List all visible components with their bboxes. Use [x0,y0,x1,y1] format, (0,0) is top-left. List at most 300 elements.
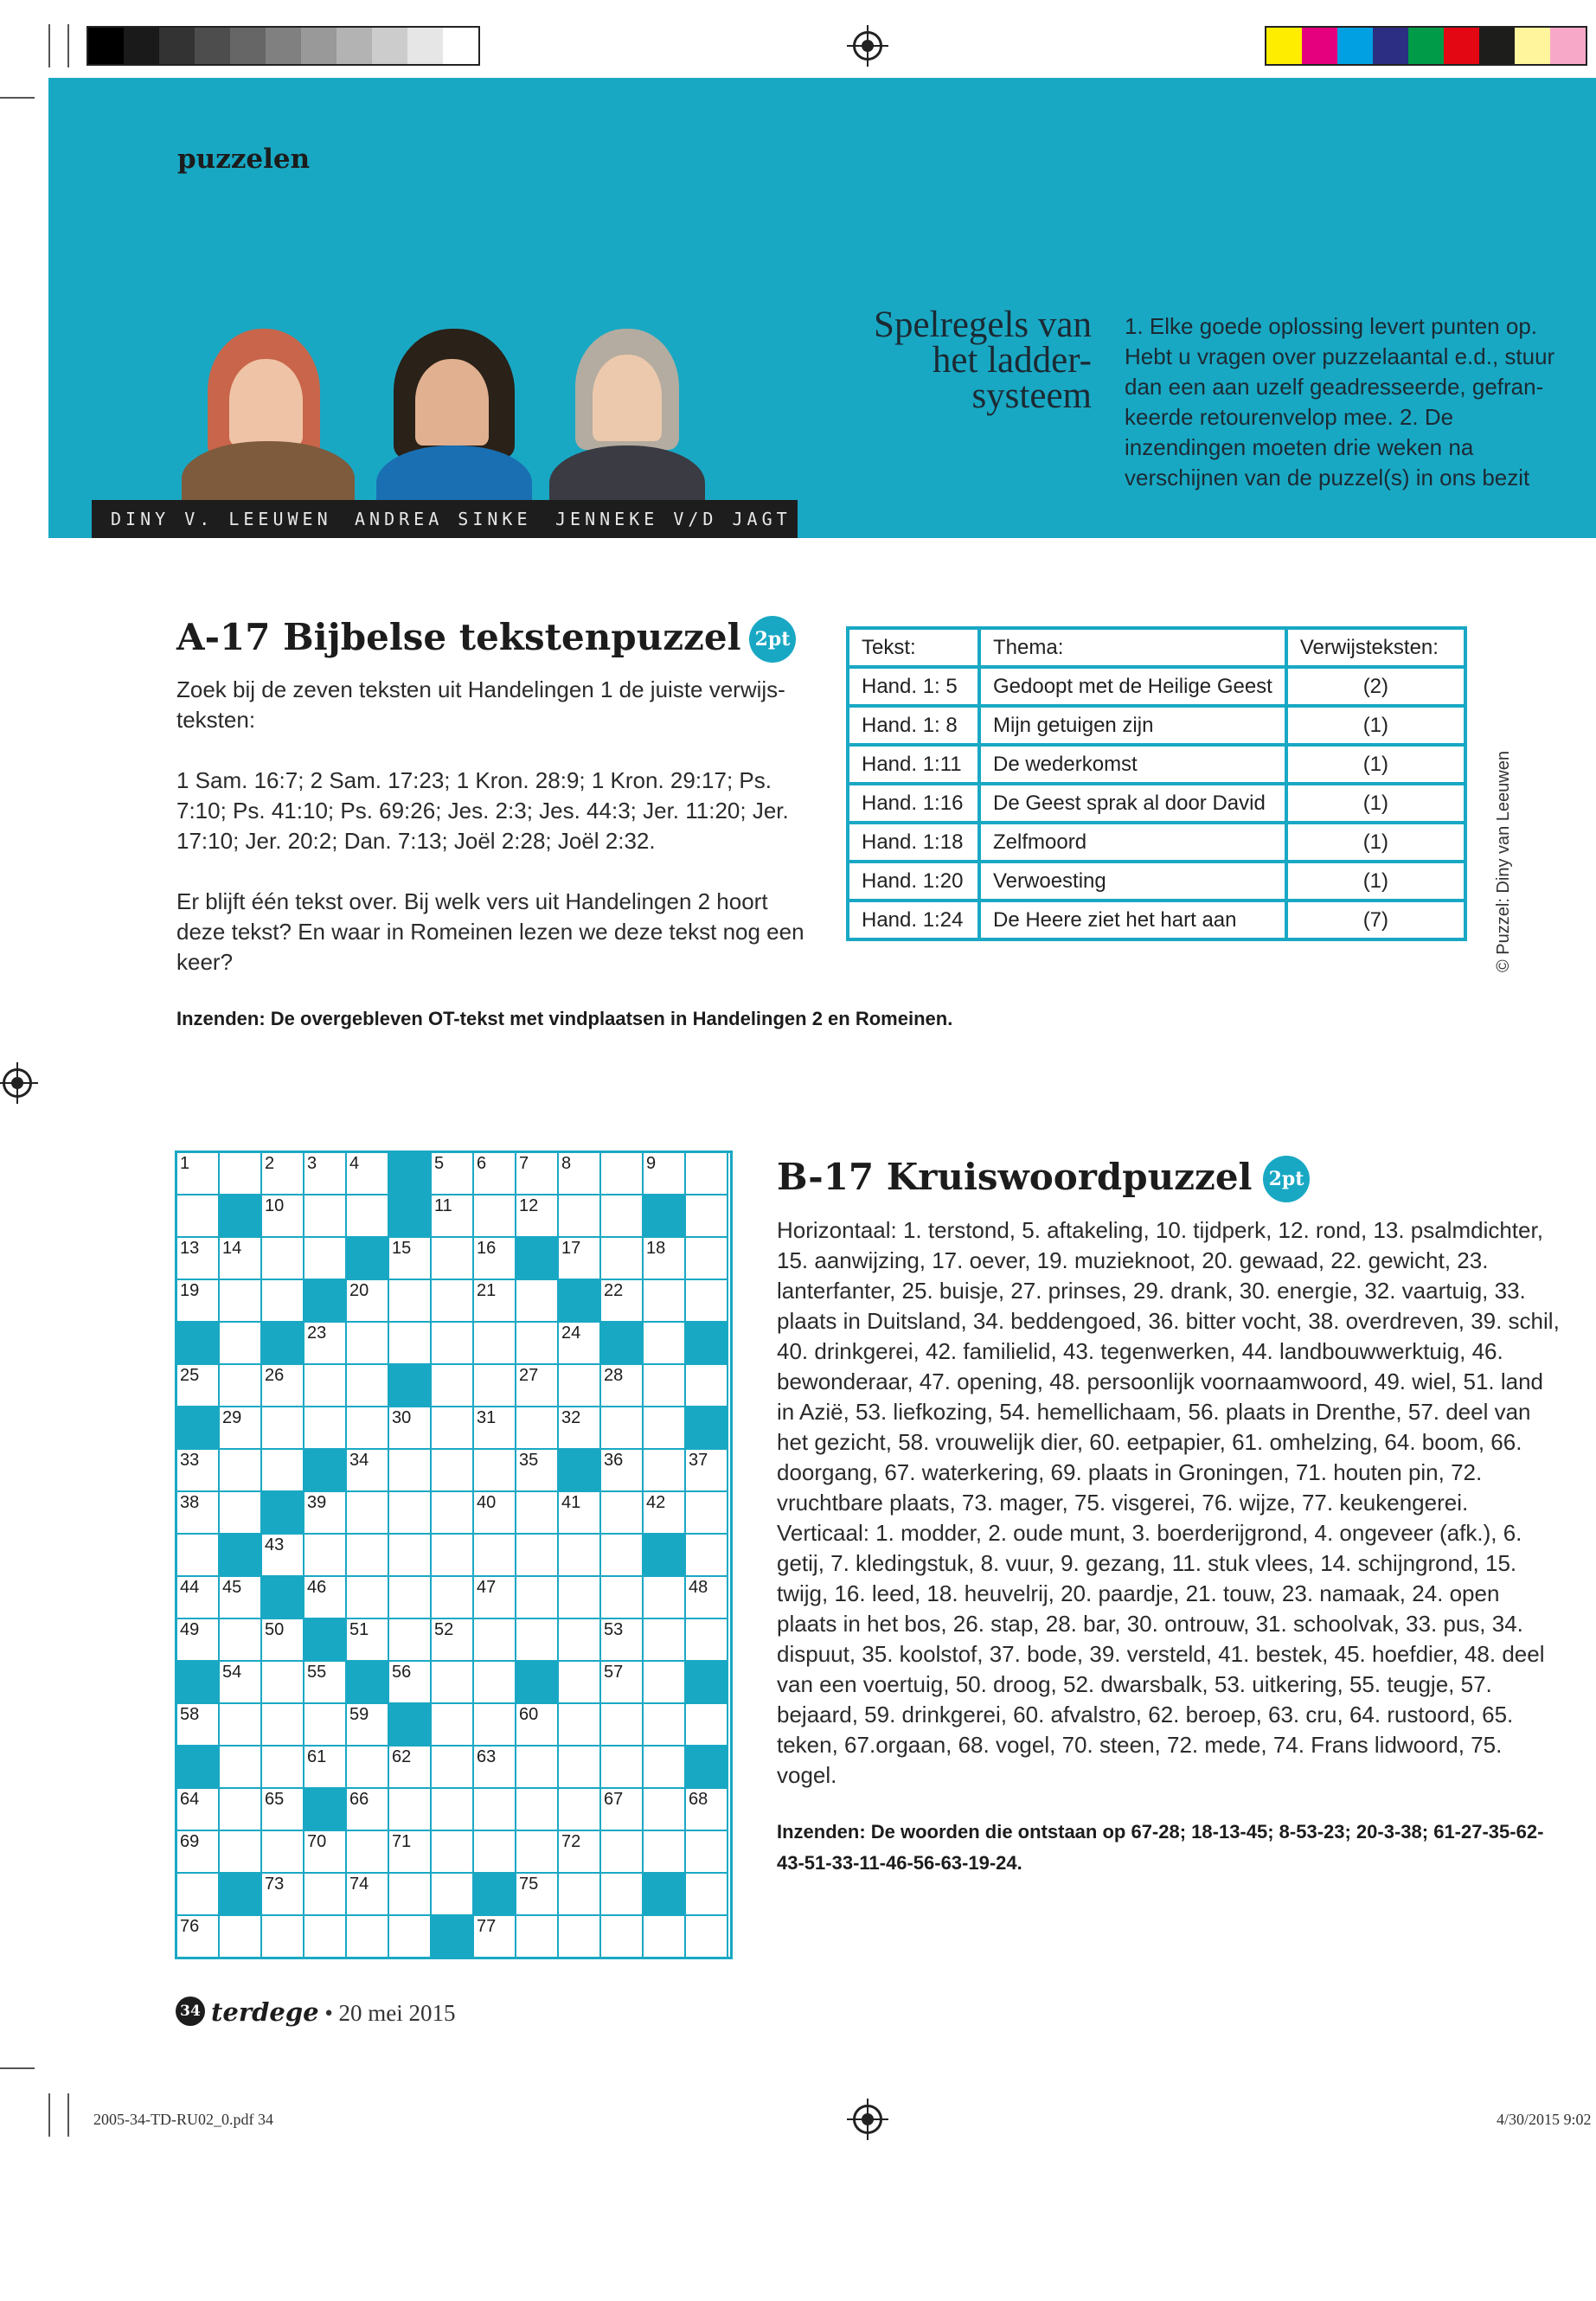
grid-cell[interactable] [601,1662,644,1704]
black-square [432,1916,474,1958]
grid-cell[interactable] [474,1916,516,1958]
grid-cell[interactable] [177,1535,220,1577]
grid-cell[interactable] [559,1662,601,1704]
clue-number: 66 [349,1790,369,1809]
grid-cell[interactable] [347,1704,389,1747]
black-square [304,1789,347,1831]
grid-cell[interactable] [601,1280,644,1323]
clue-number: 58 [180,1705,200,1724]
clue-number: 37 [689,1451,708,1470]
grid-cell[interactable] [262,1874,304,1916]
grid-cell[interactable] [644,1280,686,1323]
grid-cell[interactable] [262,1747,304,1789]
registration-mark-icon [853,2105,882,2134]
grid-cell[interactable] [559,1874,601,1916]
grid-cell[interactable] [516,1704,559,1747]
grid-cell[interactable] [644,1153,686,1195]
clue-number: 57 [604,1663,624,1682]
grid-cell[interactable] [389,1535,432,1577]
grid-cell[interactable] [389,1280,432,1323]
black-square [304,1450,347,1492]
grid-cell[interactable] [686,1238,728,1280]
grid-cell[interactable] [601,1492,644,1535]
clue-number: 11 [434,1196,452,1215]
grid-cell[interactable] [177,1874,220,1916]
grid-cell[interactable] [644,1323,686,1365]
clue-number: 39 [307,1493,327,1512]
grid-cell[interactable] [389,1662,432,1704]
grid-cell[interactable] [601,1238,644,1280]
grid-cell[interactable] [474,1450,516,1492]
grid-cell[interactable] [220,1238,262,1280]
black-square [177,1662,220,1704]
grid-cell[interactable] [220,1450,262,1492]
black-square [644,1874,686,1916]
crossword-grid [175,1150,733,1959]
grid-cell[interactable] [347,1450,389,1492]
grid-cell[interactable] [177,1492,220,1535]
grid-cell[interactable] [220,1577,262,1619]
grid-cell[interactable] [220,1789,262,1831]
clue-number: 15 [392,1239,412,1258]
grid-cell[interactable] [474,1492,516,1535]
grid-cell[interactable] [389,1747,432,1789]
grid-cell[interactable] [262,1789,304,1831]
grid-cell[interactable] [686,1789,728,1831]
grid-cell[interactable] [474,1407,516,1450]
grid-cell[interactable] [304,1704,347,1747]
clue-number: 21 [477,1281,497,1300]
grid-cell[interactable] [262,1407,304,1450]
grid-cell[interactable] [474,1280,516,1323]
table-row [848,706,1465,745]
grid-cell[interactable] [644,1831,686,1874]
grid-cell[interactable] [474,1789,516,1831]
grid-cell[interactable] [432,1662,474,1704]
grid-cell[interactable] [432,1747,474,1789]
issue-date: • 20 mei 2015 [324,2000,456,2026]
black-square [389,1704,432,1747]
grid-cell[interactable] [432,1619,474,1662]
grid-cell[interactable] [432,1238,474,1280]
grid-cell[interactable] [432,1535,474,1577]
black-square [389,1365,432,1407]
grid-cell[interactable] [304,1238,347,1280]
clue-number: 56 [392,1663,412,1682]
grid-cell[interactable] [262,1365,304,1407]
grid-cell[interactable] [432,1577,474,1619]
clue-number: 68 [689,1790,708,1809]
grid-cell[interactable] [432,1831,474,1874]
crop-mark [48,24,50,67]
grid-cell[interactable] [304,1323,347,1365]
grid-cell[interactable] [516,1831,559,1874]
grid-cell[interactable] [347,1195,389,1238]
clue-number: 6 [477,1154,487,1173]
page-number: 34 [176,1997,205,2026]
grid-cell[interactable] [347,1619,389,1662]
grid-cell[interactable] [559,1916,601,1958]
grid-cell[interactable] [220,1747,262,1789]
black-square [262,1323,304,1365]
grid-cell[interactable] [686,1831,728,1874]
grid-cell[interactable] [177,1238,220,1280]
grid-cell[interactable] [474,1323,516,1365]
grid-cell[interactable] [177,1916,220,1958]
grid-cell[interactable] [644,1365,686,1407]
grid-cell[interactable] [347,1492,389,1535]
grid-cell[interactable] [432,1195,474,1238]
clue-number: 33 [180,1451,200,1470]
grid-cell[interactable] [559,1407,601,1450]
grid-cell[interactable] [220,1662,262,1704]
clue-number: 51 [349,1620,369,1639]
clue-number: 31 [477,1408,497,1427]
grid-cell[interactable] [389,1831,432,1874]
section-label: puzzelen [177,144,311,175]
grid-cell[interactable] [177,1619,220,1662]
grid-cell[interactable] [601,1195,644,1238]
grid-cell[interactable] [304,1195,347,1238]
grid-cell[interactable] [262,1450,304,1492]
grid-cell[interactable] [304,1577,347,1619]
grid-cell[interactable] [516,1874,559,1916]
grid-cell[interactable] [644,1450,686,1492]
grid-cell[interactable] [474,1662,516,1704]
grid-cell[interactable] [474,1365,516,1407]
clue-number: 72 [561,1832,581,1851]
grid-cell[interactable] [516,1407,559,1450]
grid-cell[interactable] [601,1153,644,1195]
table-cell: (1) [1286,745,1465,784]
grid-cell[interactable] [601,1874,644,1916]
grid-cell[interactable] [559,1238,601,1280]
grid-cell[interactable] [389,1577,432,1619]
grid-cell[interactable] [559,1831,601,1874]
grid-cell[interactable] [686,1153,728,1195]
grid-cell[interactable] [686,1535,728,1577]
grid-cell[interactable] [644,1577,686,1619]
grid-cell[interactable] [601,1407,644,1450]
grid-cell[interactable] [347,1874,389,1916]
grid-cell[interactable] [262,1704,304,1747]
black-square [559,1450,601,1492]
grid-cell[interactable] [220,1492,262,1535]
clue-number: 26 [265,1366,285,1385]
clue-number: 75 [519,1875,539,1894]
grid-cell[interactable] [516,1280,559,1323]
grid-cell[interactable] [686,1365,728,1407]
grid-cell[interactable] [262,1195,304,1238]
grid-cell[interactable] [559,1323,601,1365]
grid-cell[interactable] [686,1195,728,1238]
grid-cell[interactable] [389,1407,432,1450]
portrait-photo [173,311,363,500]
grid-cell[interactable] [347,1831,389,1874]
table-row [848,901,1465,939]
grid-cell[interactable] [559,1619,601,1662]
grid-cell[interactable] [644,1704,686,1747]
grid-cell[interactable] [220,1619,262,1662]
clue-number: 17 [561,1239,581,1258]
clue-number: 38 [180,1493,200,1512]
grid-cell[interactable] [432,1704,474,1747]
grid-cell[interactable] [347,1916,389,1958]
grid-cell[interactable] [601,1535,644,1577]
grid-cell[interactable] [516,1195,559,1238]
grid-cell[interactable] [432,1280,474,1323]
grid-cell[interactable] [304,1153,347,1195]
grid-cell[interactable] [432,1450,474,1492]
grid-cell[interactable] [347,1323,389,1365]
grid-cell[interactable] [262,1662,304,1704]
table-row [848,862,1465,901]
grid-cell[interactable] [474,1535,516,1577]
puzzle-a-text [176,675,808,1008]
grid-cell[interactable] [601,1704,644,1747]
grid-cell[interactable] [516,1535,559,1577]
clue-number: 43 [265,1535,285,1554]
grid-cell[interactable] [601,1619,644,1662]
grid-cell[interactable] [220,1831,262,1874]
grid-cell[interactable] [432,1153,474,1195]
grid-cell[interactable] [474,1747,516,1789]
puzzle-a-question: Er blijft één tekst over. Bij welk vers uit Handelingen 2 hoort deze tekst? En waar in Romeinen lezen we deze tekst nog een keer? [176,888,804,975]
black-square [516,1662,559,1704]
grid-cell[interactable] [644,1789,686,1831]
table-cell: (1) [1286,706,1465,745]
grid-cell[interactable] [220,1704,262,1747]
table-cell: (2) [1286,667,1465,706]
grid-cell[interactable] [262,1153,304,1195]
grid-cell[interactable] [516,1492,559,1535]
grid-cell[interactable] [177,1704,220,1747]
grid-cell[interactable] [474,1153,516,1195]
grid-cell[interactable] [474,1577,516,1619]
grid-cell[interactable] [516,1153,559,1195]
grid-cell[interactable] [304,1747,347,1789]
black-square [262,1577,304,1619]
puzzle-b-title: B-17 Kruiswoordpuzzel [777,1156,1253,1198]
points-badge: 2pt [1263,1156,1310,1202]
clue-number: 1 [180,1154,190,1173]
clue-number: 54 [222,1663,242,1682]
grid-cell[interactable] [304,1492,347,1535]
grid-cell[interactable] [262,1280,304,1323]
grid-cell[interactable] [389,1619,432,1662]
puzzle-a-intro: Zoek bij de zeven teksten uit Handelingen 1 de juiste verwijs-teksten: [176,676,785,733]
grid-cell[interactable] [304,1407,347,1450]
black-square [347,1662,389,1704]
grid-cell[interactable] [474,1238,516,1280]
table-cell: Hand. 1: 5 [848,667,979,706]
grid-cell[interactable] [262,1238,304,1280]
grid-cell[interactable] [601,1450,644,1492]
table-cell: (1) [1286,862,1465,901]
grid-cell[interactable] [177,1789,220,1831]
grid-cell[interactable] [559,1577,601,1619]
grid-cell[interactable] [559,1195,601,1238]
grid-cell[interactable] [686,1450,728,1492]
grid-cell[interactable] [644,1619,686,1662]
grid-cell[interactable] [601,1577,644,1619]
grid-cell[interactable] [686,1874,728,1916]
grid-cell[interactable] [177,1577,220,1619]
clue-number: 77 [477,1917,497,1936]
clue-number: 19 [180,1281,200,1300]
grid-cell[interactable] [389,1789,432,1831]
grid-cell[interactable] [389,1916,432,1958]
grid-cell[interactable] [432,1323,474,1365]
grid-cell[interactable] [686,1619,728,1662]
print-slug: 2005-34-TD-RU02_0.pdf 34 [93,2111,273,2128]
grid-cell[interactable] [347,1365,389,1407]
grid-cell[interactable] [432,1789,474,1831]
black-square [262,1492,304,1535]
grid-cell[interactable] [389,1874,432,1916]
grid-cell[interactable] [516,1450,559,1492]
grid-cell[interactable] [304,1831,347,1874]
grid-cell[interactable] [516,1789,559,1831]
grid-cell[interactable] [516,1916,559,1958]
clue-number: 61 [307,1747,327,1766]
grid-cell[interactable] [559,1747,601,1789]
grid-cell[interactable] [432,1365,474,1407]
clue-number: 55 [307,1663,327,1682]
grid-cell[interactable] [220,1280,262,1323]
print-timestamp: 4/30/2015 9:02 [1497,2111,1592,2128]
grid-cell[interactable] [347,1407,389,1450]
grid-cell[interactable] [559,1704,601,1747]
grid-cell[interactable] [262,1831,304,1874]
table-cell: Mijn getuigen zijn [979,706,1286,745]
clue-number: 2 [265,1154,275,1173]
table-header: Tekst: [848,628,979,667]
registration-mark-icon [3,1068,32,1098]
table-row [848,745,1465,784]
grid-cell[interactable] [516,1577,559,1619]
grid-cell[interactable] [559,1365,601,1407]
grid-cell[interactable] [304,1874,347,1916]
grid-cell[interactable] [644,1407,686,1450]
grid-cell[interactable] [347,1577,389,1619]
grid-cell[interactable] [347,1789,389,1831]
grid-cell[interactable] [262,1535,304,1577]
grid-cell[interactable] [686,1916,728,1958]
grid-cell[interactable] [474,1704,516,1747]
table-cell: Hand. 1:20 [848,862,979,901]
grid-cell[interactable] [516,1323,559,1365]
grid-cell[interactable] [177,1195,220,1238]
grid-cell[interactable] [601,1365,644,1407]
grid-cell[interactable] [644,1916,686,1958]
grid-cell[interactable] [262,1619,304,1662]
grid-cell[interactable] [304,1365,347,1407]
grid-cell[interactable] [220,1916,262,1958]
grid-cell[interactable] [686,1492,728,1535]
clue-number: 74 [349,1875,369,1894]
grid-cell[interactable] [304,1916,347,1958]
clue-number: 71 [392,1832,412,1851]
grid-cell[interactable] [516,1365,559,1407]
table-row [848,784,1465,823]
grid-cell[interactable] [347,1153,389,1195]
clue-number: 28 [604,1366,624,1385]
clue-number: 22 [604,1281,624,1300]
grid-cell[interactable] [644,1747,686,1789]
grid-cell[interactable] [304,1535,347,1577]
grid-cell[interactable] [389,1323,432,1365]
name-label: JENNEKE V/D JAGT [555,509,792,529]
grid-cell[interactable] [177,1153,220,1195]
grid-cell[interactable] [177,1280,220,1323]
reference-table [846,626,1467,941]
grid-cell[interactable] [389,1238,432,1280]
table-cell: Hand. 1:24 [848,901,979,939]
puzzle-a-refs: 1 Sam. 16:7; 2 Sam. 17:23; 1 Kron. 28:9; 1 Kron. 29:17; Ps. 7:10; Ps. 41:10; Ps. 69:26; Jes. 2:3; Jes. 44:3; Jer. 11:20; Jer. 17:10; Jer. 20:2; Dan. 7:13; Joël 2:28; Joël 2:32. [176,767,789,854]
grid-cell[interactable] [686,1704,728,1747]
grid-cell[interactable] [686,1577,728,1619]
grid-cell[interactable] [601,1916,644,1958]
grid-cell[interactable] [304,1662,347,1704]
grid-cell[interactable] [601,1747,644,1789]
clue-number: 4 [349,1154,360,1173]
black-square [177,1323,220,1365]
grid-cell[interactable] [220,1153,262,1195]
grid-cell[interactable] [686,1280,728,1323]
grid-cell[interactable] [347,1535,389,1577]
grid-cell[interactable] [601,1831,644,1874]
grid-cell[interactable] [559,1492,601,1535]
grid-cell[interactable] [432,1874,474,1916]
grid-cell[interactable] [516,1747,559,1789]
grid-cell[interactable] [644,1662,686,1704]
grid-cell[interactable] [220,1323,262,1365]
grid-cell[interactable] [177,1450,220,1492]
black-square [304,1280,347,1323]
table-cell: (1) [1286,823,1465,862]
clue-number: 70 [307,1832,327,1851]
grid-cell[interactable] [474,1619,516,1662]
grid-cell[interactable] [347,1747,389,1789]
grid-cell[interactable] [474,1195,516,1238]
grid-cell[interactable] [644,1492,686,1535]
table-cell: Hand. 1: 8 [848,706,979,745]
grid-cell[interactable] [601,1789,644,1831]
grid-cell[interactable] [347,1280,389,1323]
grid-cell[interactable] [262,1916,304,1958]
grid-cell[interactable] [389,1450,432,1492]
grid-cell[interactable] [432,1492,474,1535]
grid-cell[interactable] [177,1831,220,1874]
grid-cell[interactable] [220,1407,262,1450]
grid-cell[interactable] [559,1153,601,1195]
grid-cell[interactable] [432,1407,474,1450]
grid-cell[interactable] [474,1831,516,1874]
grid-cell[interactable] [220,1365,262,1407]
crop-mark [67,24,69,67]
clue-number: 49 [180,1620,200,1639]
clue-number: 65 [265,1790,285,1809]
grid-cell[interactable] [516,1619,559,1662]
grid-cell[interactable] [559,1789,601,1831]
grid-cell[interactable] [177,1365,220,1407]
black-square [644,1535,686,1577]
clue-number: 60 [519,1705,539,1724]
grid-cell[interactable] [559,1535,601,1577]
grid-cell[interactable] [389,1492,432,1535]
grid-cell[interactable] [644,1238,686,1280]
